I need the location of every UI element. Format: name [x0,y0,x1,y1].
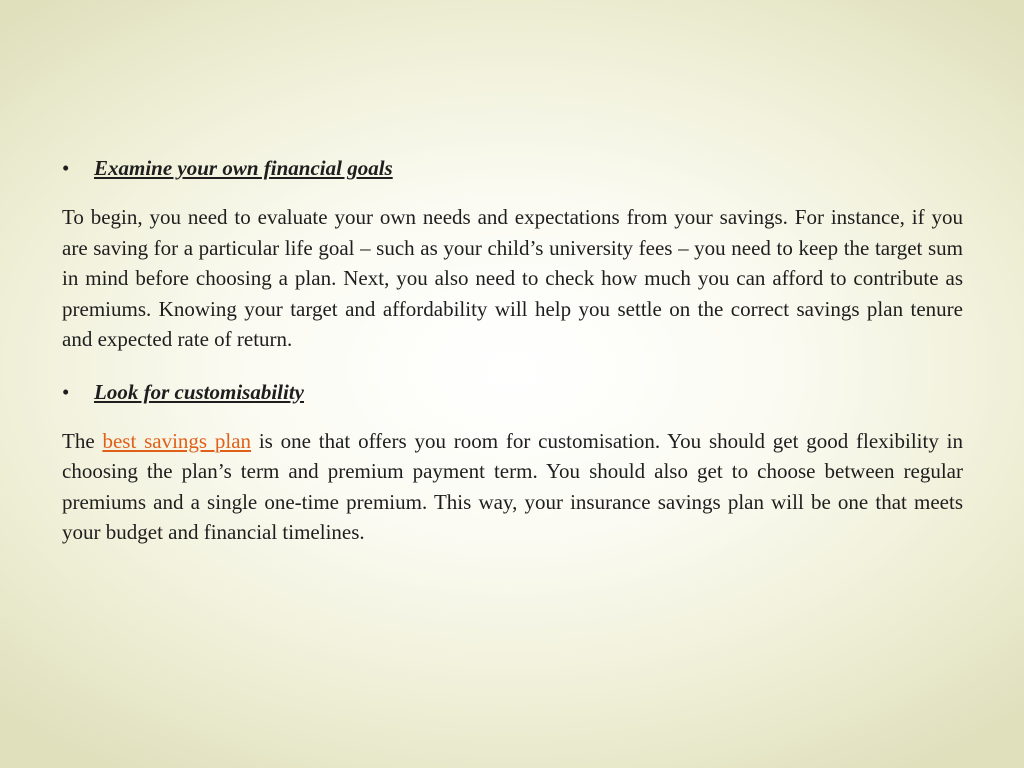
best-savings-plan-link[interactable]: best savings plan [102,428,252,453]
section-heading-financial-goals: Examine your own financial goals [94,156,393,180]
bullet-item-financial-goals [62,153,963,183]
paragraph-text-start: The [62,428,103,453]
paragraph-financial-goals: To begin, you need to evaluate your own needs and expectations from your savings. For instance, if you are saving for a particular life goal – such as your child’s university fees – you need to keep the target sum in mind before choosing a plan. Next, you also need to check how much you can afford to contribute as premiums. Knowing your target and affordability will help you settle on the correct savings plan tenure and expected rate of return. [62,205,963,351]
paragraph-customisability [62,426,963,548]
paragraph-text-end: is one that offers you room for customisation. You should get good flexibility in choosing the plan’s term and premium payment term. You should also get to choose between regular premiums and a single one-time premium. This way, your insurance savings plan will be one that meets your budget and financial timelines. [62,428,963,544]
section-heading-customisability: Look for customisability [94,379,304,404]
bullet-point: • [62,379,70,404]
bullet-item-customisability [62,377,963,407]
bullet-point: • [62,156,70,180]
slide-content [62,153,963,570]
